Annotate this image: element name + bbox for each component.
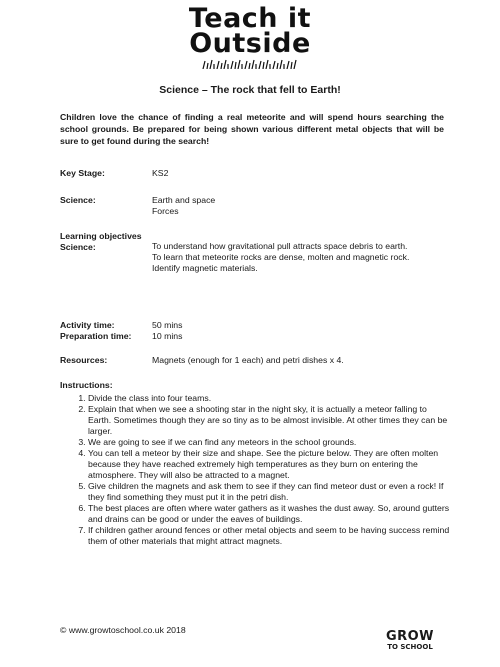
- instruction-step: 7. If children gather around fences or other metal objects and seem to be having success remind them of other materials that might attract magnets.: [88, 525, 450, 547]
- teach-it-outside-logo: [0, 3, 500, 69]
- copyright-footer: © www.growtoschool.co.uk 2018: [60, 625, 186, 635]
- activity-time-label: Activity time:: [60, 320, 115, 330]
- instructions-section: [60, 380, 450, 547]
- key-stage-label: Key Stage:: [60, 168, 105, 178]
- resources-value: Magnets (enough for 1 each) and petri dishes x 4.: [152, 355, 344, 365]
- logo-line-2: Outside: [189, 28, 311, 59]
- instructions-heading: Instructions:: [60, 380, 113, 390]
- instruction-step: 2. Explain that when we see a shooting star in the night sky, it is actually a meteor falling to Earth. Sometimes though they are so tiny as to be almost invisible. At other times they can be larger.: [88, 404, 450, 437]
- grow-to-school-logo: [380, 630, 440, 651]
- page-title: Science – The rock that fell to Earth!: [159, 84, 341, 96]
- instruction-step: 4. You can tell a meteor by their size and shape. See the picture below. They are often molten because they have reached extremely high temperatures as they burn on entering the atmosphere. They will also be attracted to a magnet.: [88, 448, 450, 481]
- instruction-step: 3. We are going to see if we can find any meteors in the school grounds.: [88, 437, 450, 448]
- objective-item: To understand how gravitational pull attracts space debris to earth.: [152, 241, 408, 251]
- objectives-list: [152, 241, 452, 274]
- intro-paragraph: Children love the chance of finding a real meteorite and will spend hours searching the school grounds. Be prepared for being shown various different metal objects that will be sure to get found during the search!: [60, 112, 444, 146]
- resources-label: Resources:: [60, 355, 108, 365]
- objectives-science-label: Science:: [60, 242, 96, 252]
- activity-time-value: 50 mins: [152, 320, 183, 330]
- instruction-step: 6. The best places are often where water gathers as it washes the dust away. So, around gutters and drains can be good or under the eaves of buildings.: [88, 503, 450, 525]
- objective-item: Identify magnetic materials.: [152, 263, 258, 273]
- science-value-2: Forces: [152, 206, 179, 216]
- science-value-1: Earth and space: [152, 195, 216, 205]
- brand-sub: TO SCHOOL: [387, 643, 433, 651]
- logo-line-1: Teach it: [188, 3, 312, 34]
- learning-objectives-heading: Learning objectives: [60, 231, 142, 241]
- instruction-step: 1. Divide the class into four teams.: [88, 393, 450, 404]
- science-label: Science:: [60, 195, 96, 205]
- preparation-time-value: 10 mins: [152, 331, 183, 341]
- instruction-step: 5. Give children the magnets and ask them to see if they can find meteor dust or even a rock! If they find something they must put it in the petri dish.: [88, 481, 450, 503]
- instructions-list: [60, 393, 450, 547]
- grass-icon: [201, 59, 299, 69]
- brand-main: GROW: [385, 629, 435, 644]
- objective-item: To learn that meteorite rocks are dense, molten and magnetic rock.: [152, 252, 410, 262]
- key-stage-value: KS2: [152, 168, 169, 178]
- preparation-time-label: Preparation time:: [60, 331, 132, 341]
